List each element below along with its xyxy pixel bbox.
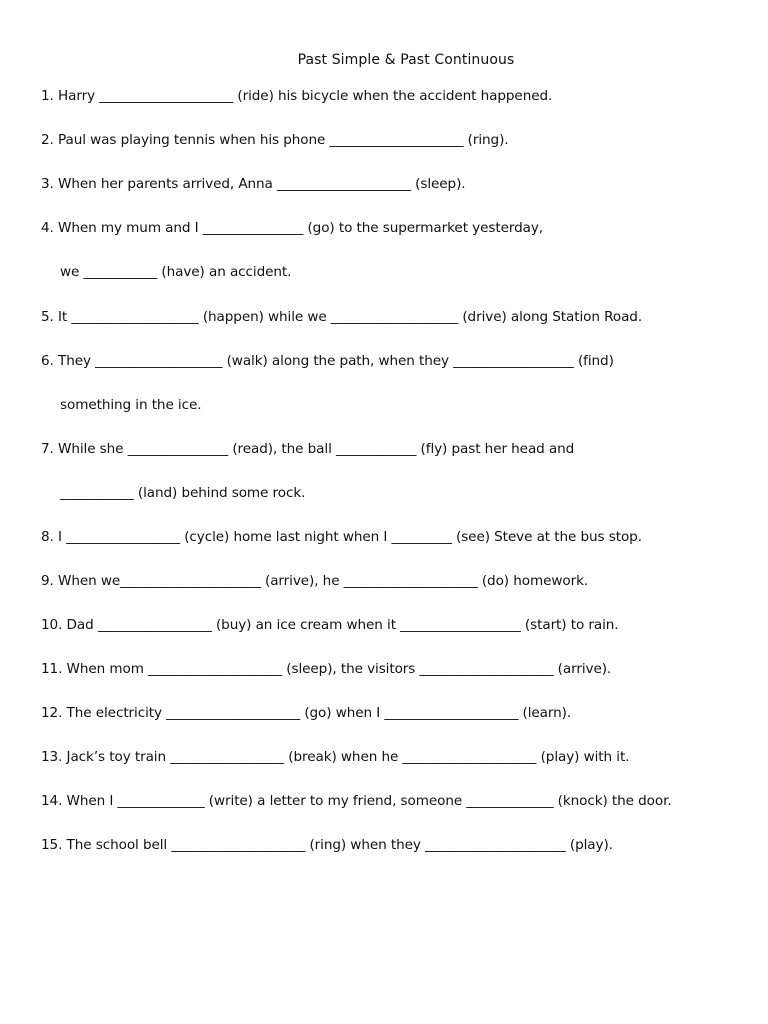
exercise-line-3: 3. When her parents arrived, Anna ____________________ (sleep). bbox=[41, 176, 466, 192]
exercise-line-1: 1. Harry ____________________ (ride) his bicycle when the accident happened. bbox=[41, 88, 553, 104]
exercise-line-8: 8. I _________________ (cycle) home last night when I _________ (see) Steve at the bus stop. bbox=[41, 529, 642, 545]
exercise-line-7-continued: ___________ (land) behind some rock. bbox=[60, 485, 306, 501]
exercise-line-10: 10. Dad _________________ (buy) an ice cream when it __________________ (start) to rain. bbox=[41, 617, 619, 633]
exercise-line-12: 12. The electricity ____________________ (go) when I ____________________ (learn). bbox=[41, 705, 572, 721]
page-title: Past Simple & Past Continuous bbox=[297, 52, 515, 68]
exercise-line-15: 15. The school bell ____________________ (ring) when they _____________________ (play). bbox=[41, 837, 613, 853]
exercise-line-11: 11. When mom ____________________ (sleep), the visitors ____________________ (arrive). bbox=[41, 661, 612, 677]
exercise-line-14: 14. When I _____________ (write) a letter to my friend, someone _____________ (knock) the door. bbox=[41, 793, 672, 809]
exercise-line-4-continued: we ___________ (have) an accident. bbox=[60, 264, 292, 280]
exercise-line-2: 2. Paul was playing tennis when his phone ____________________ (ring). bbox=[41, 132, 509, 148]
exercise-line-13: 13. Jack’s toy train _________________ (break) when he ____________________ (play) with it. bbox=[41, 749, 630, 765]
exercise-line-4: 4. When my mum and I _______________ (go) to the supermarket yesterday, bbox=[41, 220, 544, 236]
exercise-line-7: 7. While she _______________ (read), the ball ____________ (fly) past her head and bbox=[41, 441, 575, 457]
exercise-line-6: 6. They ___________________ (walk) along the path, when they __________________ (find) bbox=[41, 353, 614, 369]
exercise-line-6-continued: something in the ice. bbox=[60, 397, 202, 413]
exercise-line-9: 9. When we_____________________ (arrive), he ____________________ (do) homework. bbox=[41, 573, 589, 589]
exercise-line-5: 5. It ___________________ (happen) while we ___________________ (drive) along Station Road. bbox=[41, 309, 643, 325]
